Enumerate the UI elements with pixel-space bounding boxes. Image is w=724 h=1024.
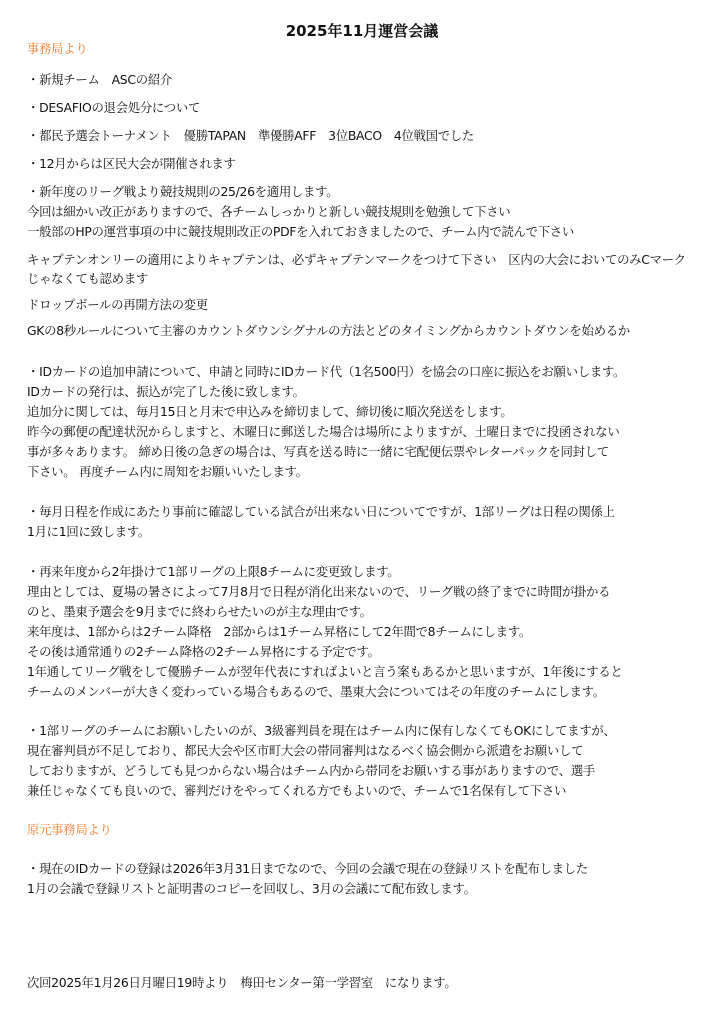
item-line: 1月の会議で登録リストと証明書のコピーを回収し、3月の会議にて配布致します。: [27, 881, 476, 896]
item-line: じゃなくても認めます: [27, 271, 148, 286]
section-heading: 原元事務局より: [27, 822, 112, 837]
item-line: 下さい。 再度チーム内に周知をお願いいたします。: [27, 464, 308, 479]
item-line: しておりますが、どうしても見つからない場合はチーム内から帯同をお願いする事がありますので、選手: [27, 763, 596, 778]
item-line: IDカードの発行は、振込が完了した後に致します。: [27, 384, 305, 399]
item-line: 1年通してリーグ戦をして優勝チームが翌年代表にすればよいと言う案もあるかと思いますが、1年後にすると: [27, 664, 623, 679]
item-line: 事が多々あります。 締め日後の急ぎの場合は、写真を送る時に一緒に宅配便伝票やレターパックを同封して: [27, 444, 609, 459]
item-line: 理由としては、夏場の暑さによって7月8月で日程が消化出来ないので、リーグ戦の終了までに時間が掛かる: [27, 584, 611, 599]
item-line: 兼任じゃなくても良いので、審判だけをやってくれる方でもよいので、チームで1名保有して下さい: [27, 783, 567, 798]
item-line: 一般部のHPの運営事項の中に競技規則改正のPDFを入れておきましたので、チーム内で読んで下さい: [27, 224, 574, 239]
item-line: ・毎月日程を作成にあたり事前に確認している試合が出来ない日についてですが、1部リーグは日程の関係上: [27, 504, 615, 519]
item-line: 昨今の郵便の配達状況からしますと、木曜日に郵送した場合は場所によりますが、土曜日までに投函されない: [27, 424, 620, 439]
section-heading: 事務局より: [27, 41, 88, 56]
item-line: ・IDカードの追加申請について、申請と同時にIDカード代（1名500円）を協会の口座に振込をお願いします。: [27, 364, 626, 379]
item-line: その後は通常通りの2チーム降格の2チーム昇格にする予定です。: [27, 644, 380, 659]
item-line: 来年度は、1部からは2チーム降格 2部からは1チーム昇格にして2年間で8チームにします。: [27, 624, 531, 639]
item-line: ・新規チーム ASCの紹介: [27, 72, 172, 87]
item-line: ・12月からは区民大会が開催されます: [27, 156, 236, 171]
item-line: ・現在のIDカードの登録は2026年3月31日までなので、今回の会議で現在の登録リストを配布しました: [27, 861, 588, 876]
item-line: ・DESAFIOの退会処分について: [27, 100, 201, 115]
item-line: ・都民予選会トーナメント 優勝TAPAN 準優勝AFF 3位BACO 4位戦国でした: [27, 128, 475, 143]
next-meeting-note: 次回2025年1月26日月曜日19時より 梅田センター第一学習室 になります。: [27, 975, 457, 990]
item-line: ・再来年度から2年掛けて1部リーグの上限8チームに変更致します。: [27, 564, 400, 579]
document-title: 2025年11月運営会議: [285, 22, 439, 40]
item-line: のと、墨東予選会を9月までに終わらせたいのが主な理由です。: [27, 604, 372, 619]
item-line: ・新年度のリーグ戦より競技規則の25/26を適用します。: [27, 184, 339, 199]
item-line: チームのメンバーが大きく変わっている場合もあるので、墨東大会についてはその年度のチームにします。: [27, 684, 605, 699]
item-line: ・1部リーグのチームにお願いしたいのが、3級審判員を現在はチーム内に保有しなくてもOKにしてますが、: [27, 723, 616, 738]
item-line: ドロップボールの再開方法の変更: [27, 297, 208, 312]
item-line: 今回は細かい改正がありますので、各チームしっかりと新しい競技規則を勉強して下さい: [27, 204, 511, 219]
item-line: キャプテンオンリーの適用によりキャプテンは、必ずキャプテンマークをつけて下さい 区内の大会においてのみCマーク: [27, 252, 686, 267]
item-line: GKの8秒ルールについて主審のカウントダウンシグナルの方法とどのタイミングからカウントダウンを始めるか: [27, 323, 630, 338]
item-line: 1月に1回に致します。: [27, 524, 150, 539]
item-line: 追加分に関しては、毎月15日と月末で申込みを締切まして、締切後に順次発送をします。: [27, 404, 513, 419]
item-line: 現在審判員が不足しており、都民大会や区市町大会の帯同審判はなるべく協会側から派遣をお願いして: [27, 743, 584, 758]
